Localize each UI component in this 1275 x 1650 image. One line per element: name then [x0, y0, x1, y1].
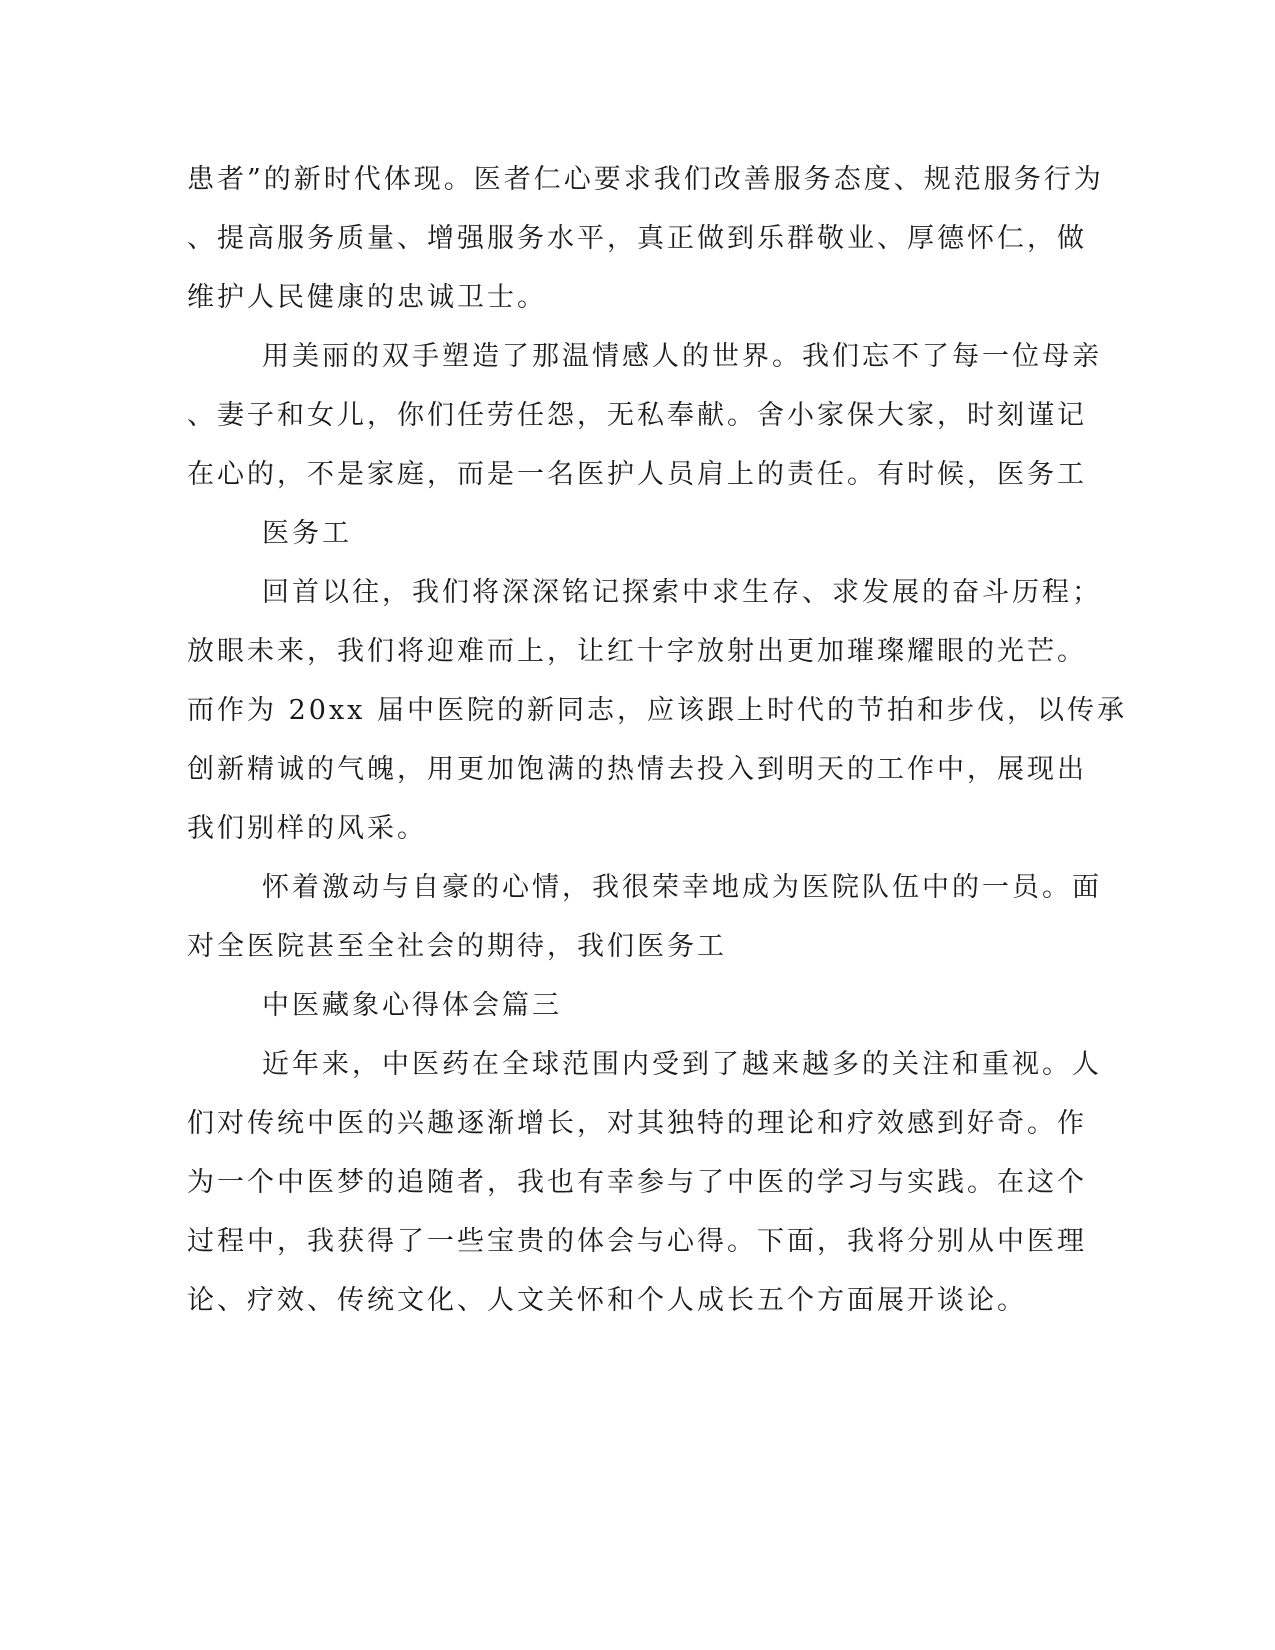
text-line: 论、疗效、传统文化、人文关怀和个人成长五个方面展开谈论。	[187, 1285, 1027, 1316]
text-line: 、妻子和女儿，你们任劳任怨，无私奉献。舍小家保大家，时刻谨记	[187, 400, 1087, 431]
section-heading: 中医藏象心得体会篇三	[262, 990, 562, 1021]
text-line: 患者”的新时代体现。医者仁心要求我们改善服务态度、规范服务行为	[187, 164, 1104, 195]
text-line: 用美丽的双手塑造了那温情感人的世界。我们忘不了每一位母亲	[262, 341, 1102, 372]
text-line: 医务工	[262, 518, 352, 549]
text-line: 怀着激动与自豪的心情，我很荣幸地成为医院队伍中的一员。面	[262, 872, 1102, 903]
text-line: 近年来，中医药在全球范围内受到了越来越多的关注和重视。人	[262, 1049, 1102, 1080]
text-line: 回首以往，我们将深深铭记探索中求生存、求发展的奋斗历程；	[262, 577, 1102, 608]
text-line: 创新精诚的气魄，用更加饱满的热情去投入到明天的工作中，展现出	[187, 754, 1087, 785]
text-line: 们对传统中医的兴趣逐渐增长，对其独特的理论和疗效感到好奇。作	[187, 1108, 1087, 1139]
text-line: 在心的，不是家庭，而是一名医护人员肩上的责任。有时候，医务工	[187, 459, 1087, 490]
text-line: 、提高服务质量、增强服务水平，真正做到乐群敬业、厚德怀仁，做	[187, 223, 1087, 254]
text-line: 我们别样的风采。	[187, 813, 427, 844]
text-line: 维护人民健康的忠诚卫士。	[187, 282, 547, 313]
text-line: 而作为 20xx 届中医院的新同志，应该跟上时代的节拍和步伐，以传承	[187, 695, 1127, 726]
text-line: 放眼未来，我们将迎难而上，让红十字放射出更加璀璨耀眼的光芒。	[187, 636, 1087, 667]
text-line: 对全医院甚至全社会的期待，我们医务工	[187, 931, 727, 962]
text-line: 过程中，我获得了一些宝贵的体会与心得。下面，我将分别从中医理	[187, 1226, 1087, 1257]
text-line: 为一个中医梦的追随者，我也有幸参与了中医的学习与实践。在这个	[187, 1167, 1087, 1198]
